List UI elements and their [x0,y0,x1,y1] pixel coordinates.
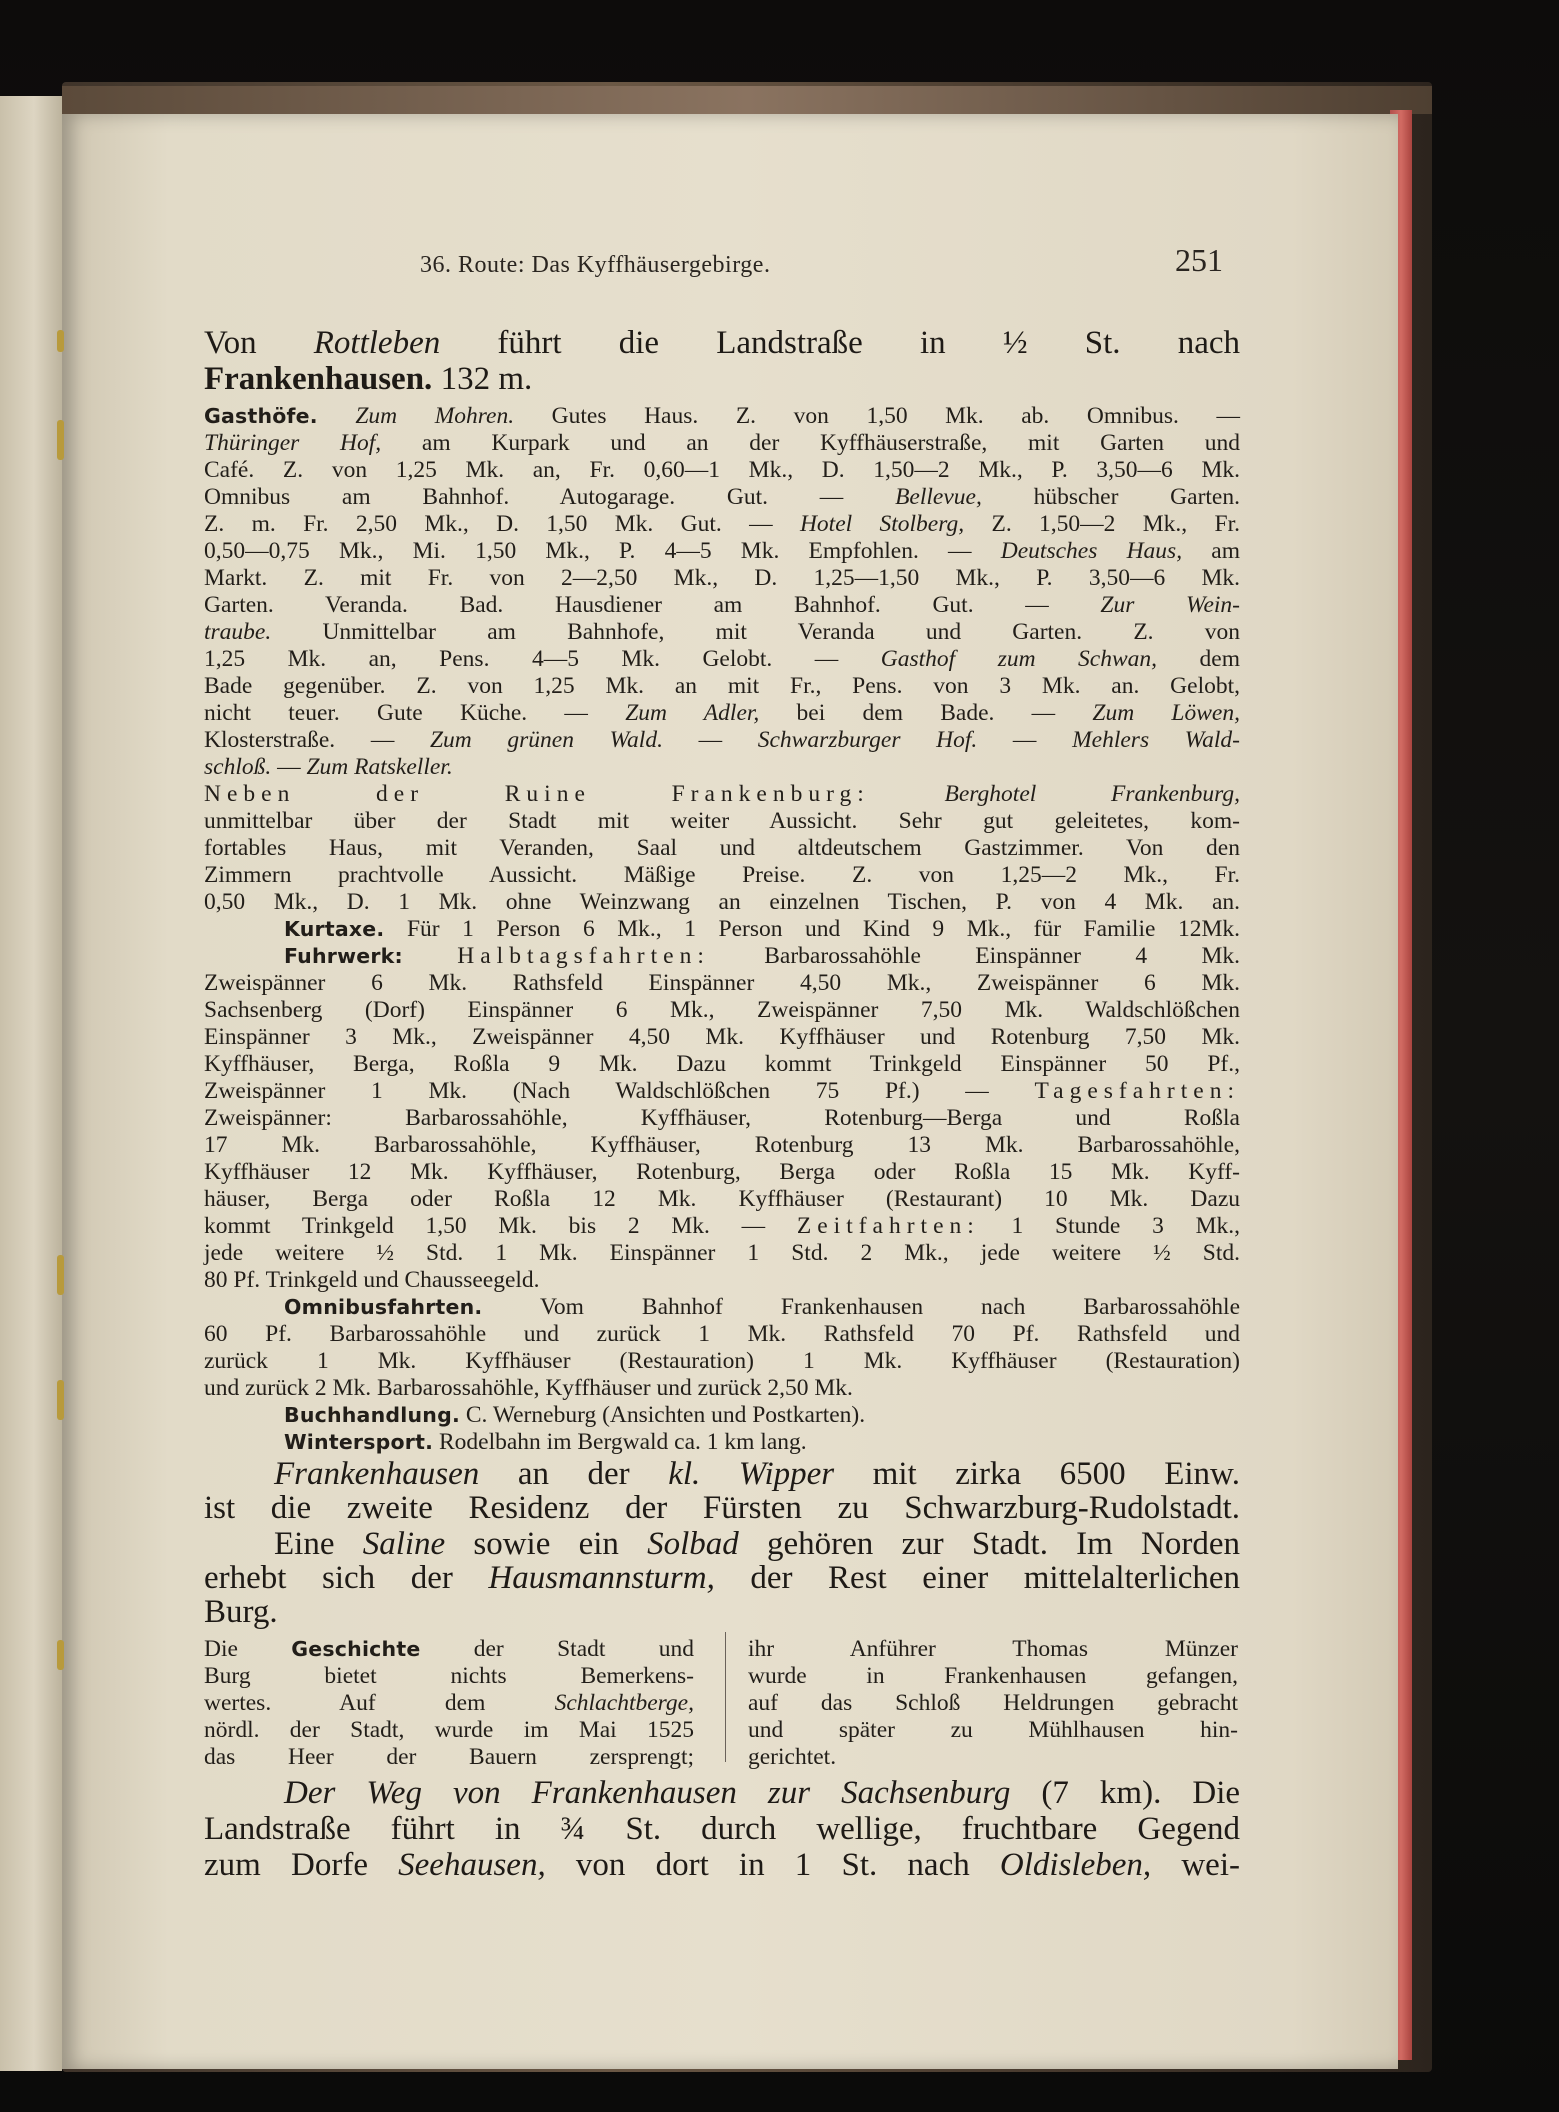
history-column-line: auf das Schloß Heldrungen gebracht [748,1690,1238,1716]
intro-line: Frankenhausen. 132 m. [204,361,533,397]
intro-line: Von Rottleben führt die Landstraße in ½ St. nach [204,325,1241,361]
history-column-line: Die Geschichte der Stadt und [204,1636,694,1662]
fuhrwerk-line: Fuhrwerk: Halbtagsfahrten: Barbarossahöhle Einspänner 4 Mk. [284,943,1241,969]
gasthoefe-line: 0,50—0,75 Mk., Mi. 1,50 Mk., P. 4—5 Mk. Empfohlen. — Deutsches Haus, am [204,538,1241,564]
gasthoefe-line: Gasthöfe. Zum Mohren. Gutes Haus. Z. von 1,50 Mk. ab. Omnibus. — [204,403,1241,429]
fuhrwerk-line: 17 Mk. Barbarossahöhle, Kyffhäuser, Rotenburg 13 Mk. Barbarossahöhle, [204,1132,1240,1158]
town-line: Eine Saline sowie ein Solbad gehören zur Stadt. Im Norden [274,1526,1240,1562]
fuhrwerk-line: Kyffhäuser, Berga, Roßla 9 Mk. Dazu kommt Trinkgeld Einspänner 50 Pf., [204,1051,1240,1077]
gutter-mark [57,330,64,352]
gasthoefe-line: Thüringer Hof, am Kurpark und an der Kyffhäuserstraße, mit Garten und [204,430,1240,456]
gasthoefe-line: traube. Unmittelbar am Bahnhofe, mit Veranda und Garten. Z. von [204,619,1240,645]
town-line: erhebt sich der Hausmannsturm, der Rest einer mittelalterlichen [204,1560,1240,1596]
gasthoefe-line: Markt. Z. mit Fr. von 2—2,50 Mk., D. 1,25—1,50 Mk., P. 3,50—6 Mk. [204,565,1240,591]
wintersport-line: Wintersport. Rodelbahn im Bergwald ca. 1 km lang. [284,1429,807,1455]
fuhrwerk-line: Zweispänner 1 Mk. (Nach Waldschlößchen 75 Pf.) — Tagesfahrten: [204,1078,1240,1104]
fuhrwerk-line: Einspänner 3 Mk., Zweispänner 4,50 Mk. Kyffhäuser und Rotenburg 7,50 Mk. [204,1024,1240,1050]
fuhrwerk-line: jede weitere ½ Std. 1 Mk. Einspänner 1 Std. 2 Mk., jede weitere ½ Std. [204,1240,1240,1266]
history-column-line: und später zu Mühlhausen hin- [748,1717,1238,1743]
omnibus-line: Omnibusfahrten. Vom Bahnhof Frankenhausen nach Barbarossahöhle [284,1294,1240,1320]
town-line: ist die zweite Residenz der Fürsten zu Schwarzburg-Rudolstadt. [204,1490,1240,1526]
history-column-line: wertes. Auf dem Schlachtberge, [204,1690,694,1716]
frankenburg-line: Zimmern prachtvolle Aussicht. Mäßige Preise. Z. von 1,25—2 Mk., Fr. [204,862,1240,888]
fuhrwerk-line: Sachsenberg (Dorf) Einspänner 6 Mk., Zweispänner 7,50 Mk. Waldschlößchen [204,997,1240,1023]
left-page-edge [0,96,62,2071]
fuhrwerk-line: Zweispänner: Barbarossahöhle, Kyffhäuser, Rotenburg—Berga und Roßla [204,1105,1240,1131]
town-line: Frankenhausen an der kl. Wipper mit zirka 6500 Einw. [274,1456,1240,1492]
town-line: Burg. [204,1594,278,1630]
gasthoefe-line: Z. m. Fr. 2,50 Mk., D. 1,50 Mk. Gut. — Hotel Stolberg, Z. 1,50—2 Mk., Fr. [204,511,1240,537]
gasthoefe-line: Klosterstraße. — Zum grünen Wald. — Schwarzburger Hof. — Mehlers Wald- [204,727,1241,753]
fuhrwerk-line: Zweispänner 6 Mk. Rathsfeld Einspänner 4,50 Mk., Zweispänner 6 Mk. [204,970,1240,996]
history-column-line: das Heer der Bauern zersprengt; [204,1744,694,1770]
route-line: Landstraße führt in ¾ St. durch wellige, fruchtbare Gegend [204,1811,1240,1847]
omnibus-line: 60 Pf. Barbarossahöhle und zurück 1 Mk. Rathsfeld 70 Pf. Rathsfeld und [204,1321,1240,1347]
history-column-line: wurde in Frankenhausen gefangen, [748,1663,1238,1689]
omnibus-line: und zurück 2 Mk. Barbarossahöhle, Kyffhäuser und zurück 2,50 Mk. [204,1375,853,1401]
running-head: 36. Route: Das Kyffhäusergebirge. [420,252,771,278]
fuhrwerk-line: Kyffhäuser 12 Mk. Kyffhäuser, Rotenburg, Berga oder Roßla 15 Mk. Kyff- [204,1159,1240,1185]
omnibus-line: zurück 1 Mk. Kyffhäuser (Restauration) 1 Mk. Kyffhäuser (Restauration) [204,1348,1240,1374]
gasthoefe-line: 1,25 Mk. an, Pens. 4—5 Mk. Gelobt. — Gasthof zum Schwan, dem [204,646,1240,672]
kurtaxe-line: Kurtaxe. Für 1 Person 6 Mk., 1 Person und Kind 9 Mk., für Familie 12Mk. [284,916,1240,942]
gutter-mark [57,1640,64,1670]
gasthoefe-line: Garten. Veranda. Bad. Hausdiener am Bahnhof. Gut. — Zur Wein- [204,592,1240,618]
gasthoefe-line: Omnibus am Bahnhof. Autogarage. Gut. — Bellevue, hübscher Garten. [204,484,1240,510]
gutter-mark [57,1255,64,1295]
gasthoefe-line: Bade gegenüber. Z. von 1,25 Mk. an mit Fr., Pens. von 3 Mk. an. Gelobt, [204,673,1240,699]
frankenburg-line: 0,50 Mk., D. 1 Mk. ohne Weinzwang an einzelnen Tischen, P. von 4 Mk. an. [204,889,1240,915]
frankenburg-line: unmittelbar über der Stadt mit weiter Aussicht. Sehr gut geleitetes, kom- [204,808,1240,834]
column-divider [725,1632,726,1762]
book-spine-top [62,86,1432,114]
gasthoefe-line: nicht teuer. Gute Küche. — Zum Adler, bei dem Bade. — Zum Löwen, [204,700,1240,726]
route-line: zum Dorfe Seehausen, von dort in 1 St. nach Oldisleben, wei- [204,1847,1240,1883]
frankenburg-line: fortables Haus, mit Veranden, Saal und altdeutschem Gastzimmer. Von den [204,835,1240,861]
history-column-line: nördl. der Stadt, wurde im Mai 1525 [204,1717,694,1743]
frankenburg-line: Neben der Ruine Frankenburg: Berghotel Frankenburg, [204,781,1240,807]
route-line: Der Weg von Frankenhausen zur Sachsenburg (7 km). Die [284,1775,1241,1811]
page-number: 251 [1175,242,1223,278]
fuhrwerk-line: kommt Trinkgeld 1,50 Mk. bis 2 Mk. — Zeitfahrten: 1 Stunde 3 Mk., [204,1213,1240,1239]
history-column-line: ihr Anführer Thomas Münzer [748,1636,1238,1662]
fuhrwerk-line: 80 Pf. Trinkgeld und Chausseegeld. [204,1267,540,1293]
gasthoefe-line: Café. Z. von 1,25 Mk. an, Fr. 0,60—1 Mk., D. 1,50—2 Mk., P. 3,50—6 Mk. [204,457,1240,483]
gutter-mark [57,420,64,460]
buchhandlung-line: Buchhandlung. C. Werneburg (Ansichten und Postkarten). [284,1402,866,1428]
gutter-mark [57,1380,64,1420]
history-column-line: gerichtet. [748,1744,837,1770]
gasthoefe-line: schloß. — Zum Ratskeller. [204,754,453,780]
fuhrwerk-line: häuser, Berga oder Roßla 12 Mk. Kyffhäuser (Restaurant) 10 Mk. Dazu [204,1186,1240,1212]
history-column-line: Burg bietet nichts Bemerkens- [204,1663,694,1689]
